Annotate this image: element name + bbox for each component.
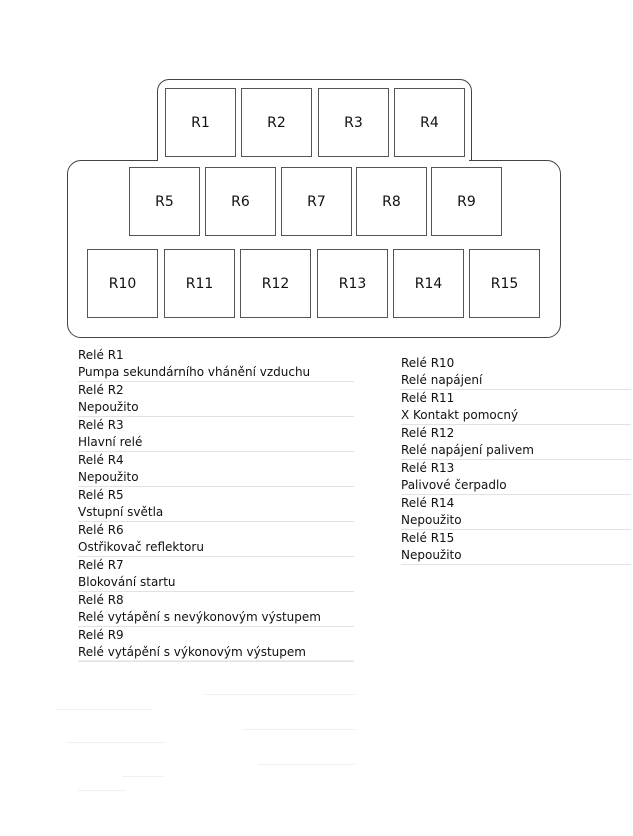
relay-r12: R12	[240, 249, 311, 318]
legend-desc: Nepoužito	[401, 548, 462, 562]
legend-desc: Relé napájení palivem	[401, 443, 534, 457]
legend-entry	[78, 382, 354, 417]
relay-r14: R14	[393, 249, 464, 318]
relay-r11: R11	[164, 249, 235, 318]
relay-r10: R10	[87, 249, 158, 318]
legend-entry	[78, 627, 354, 662]
faint-rule	[205, 694, 355, 695]
legend-title: Relé R14	[401, 496, 455, 510]
legend-desc: Ostřikovač reflektoru	[78, 540, 204, 554]
legend-desc: Blokování startu	[78, 575, 176, 589]
legend-title: Relé R7	[78, 558, 124, 572]
faint-rule	[243, 729, 355, 730]
faint-rule	[55, 709, 153, 710]
legend-entry	[78, 522, 354, 557]
legend-entry	[401, 530, 631, 565]
relay-r7: R7	[281, 167, 352, 236]
relay-r1: R1	[165, 88, 236, 157]
legend-title: Relé R8	[78, 593, 124, 607]
relay-r8: R8	[356, 167, 427, 236]
legend-title: Relé R9	[78, 628, 124, 642]
legend-title: Relé R4	[78, 453, 124, 467]
relay-r15: R15	[469, 249, 540, 318]
legend-desc: Nepoužito	[78, 470, 139, 484]
legend-desc: Relé napájení	[401, 373, 483, 387]
legend-title: Relé R6	[78, 523, 124, 537]
relay-r2: R2	[241, 88, 312, 157]
relay-box-seam	[158, 158, 469, 162]
legend-desc: Hlavní relé	[78, 435, 143, 449]
legend-entry	[401, 355, 631, 390]
faint-rule	[78, 660, 354, 661]
relay-r5: R5	[129, 167, 200, 236]
legend-entry	[78, 487, 354, 522]
legend-desc: Palivové čerpadlo	[401, 478, 507, 492]
legend-entry	[401, 495, 631, 530]
faint-rule	[258, 764, 355, 765]
legend-title: Relé R2	[78, 383, 124, 397]
legend-entry	[78, 557, 354, 592]
relay-r3: R3	[318, 88, 389, 157]
legend-title: Relé R12	[401, 426, 455, 440]
relay-r9: R9	[431, 167, 502, 236]
faint-rule	[67, 742, 165, 743]
legend-title: Relé R5	[78, 488, 124, 502]
legend-title: Relé R15	[401, 531, 455, 545]
legend-desc: X Kontakt pomocný	[401, 408, 519, 422]
legend-entry	[401, 425, 631, 460]
legend-entry	[78, 417, 354, 452]
legend-title: Relé R11	[401, 391, 455, 405]
legend-entry	[78, 452, 354, 487]
relay-r4: R4	[394, 88, 465, 157]
relay-r6: R6	[205, 167, 276, 236]
legend-entry	[78, 347, 354, 382]
legend-left	[78, 347, 354, 662]
legend-desc: Nepoužito	[401, 513, 462, 527]
legend-title: Relé R10	[401, 356, 455, 370]
legend-title: Relé R1	[78, 348, 124, 362]
legend-desc: Vstupní světla	[78, 505, 164, 519]
legend-desc: Pumpa sekundárního vhánění vzduchu	[78, 365, 311, 379]
legend-title: Relé R3	[78, 418, 124, 432]
legend-desc: Nepoužito	[78, 400, 139, 414]
legend-right	[401, 355, 631, 565]
faint-rule	[122, 776, 164, 777]
faint-rule	[78, 790, 126, 791]
legend-entry	[401, 390, 631, 425]
relay-r13: R13	[317, 249, 388, 318]
legend-desc: Relé vytápění s výkonovým výstupem	[78, 645, 306, 659]
legend-entry	[401, 460, 631, 495]
legend-title: Relé R13	[401, 461, 455, 475]
legend-entry	[78, 592, 354, 627]
legend-desc: Relé vytápění s nevýkonovým výstupem	[78, 610, 321, 624]
